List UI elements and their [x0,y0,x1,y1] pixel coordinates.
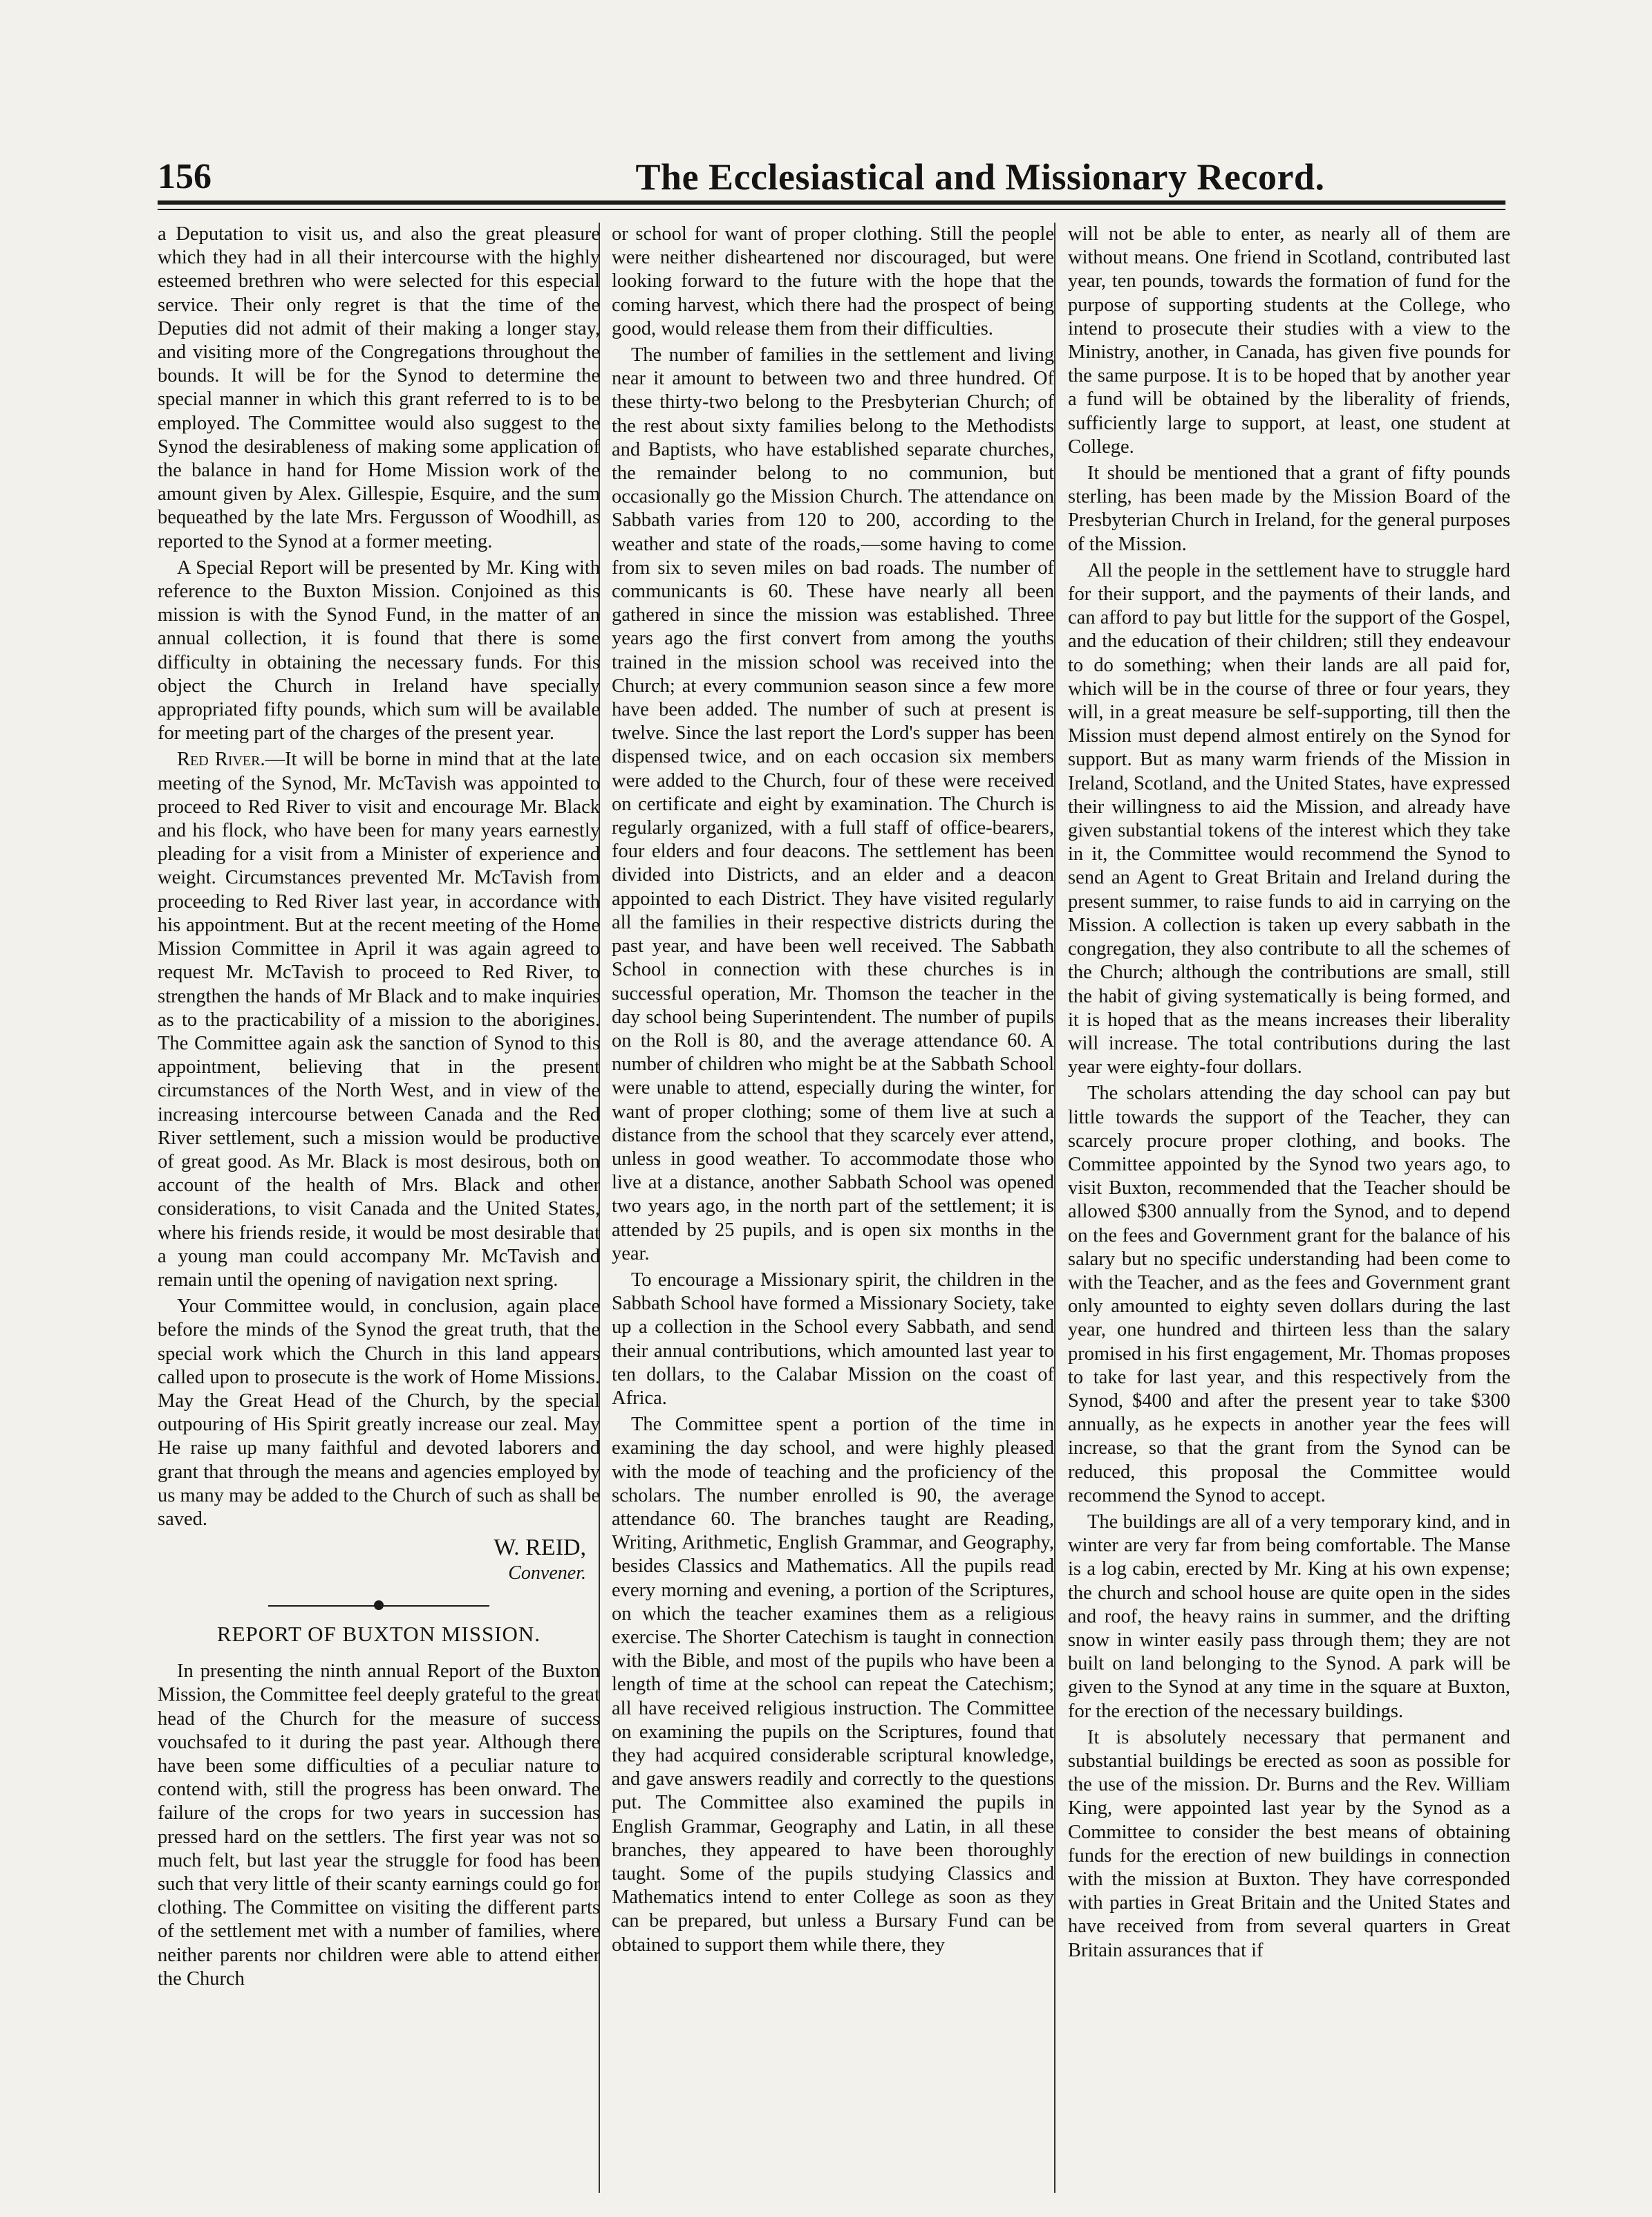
ornament-dot [374,1600,384,1610]
paragraph: or school for want of proper clothing. Still the people were neither disheartened nor discouraged, but were looking forward to the future with the hope that the coming harvest, which there had the prospect of being good, would release them from their difficulties. [612,223,1054,339]
paragraph: The buildings are all of a very temporary kind, and in winter are very far from being comfortable. The Manse is a log cabin, erected by Mr. King at his own expense; the church and school house are quite open in the sides and roof, the heavy rains in summer, and the drifting snow in winter easily pass through them; they are not built on land belonging to the Synod. A park will be given to the Synod at any time in the square at Buxton, for the erection of the necessary buildings. [1068,1510,1510,1722]
paragraph: It is absolutely necessary that permanent and substantial buildings be erected as soon as possible for the use of the mission. Dr. Burns and the Rev. William King, were appointed last year by the Synod as a Committee to consider the best means of obtaining funds for the erection of new buildings in connection with the mission at Buxton. They have corresponded with parties in Great Britain and the United States and have received from from several quarters in Great Britain assurances that if [1068,1726,1510,1961]
paragraph: In presenting the ninth annual Report of the Buxton Mission, the Committee feel deeply grateful to the great head of the Church for the measure of success vouchsafed to it during the past year. Although there have been some difficulties of a peculiar nature to contend with, still the progress has been onward. The failure of the crops for two years in succession has pressed hard on the settlers. The first year was not so much felt, but last year the struggle for food has been such that very little of their scanty earnings could go for clothing. The Committee on visiting the different parts of the settlement met with a number of families, where neither parents nor children were able to attend either the Church [158,1661,600,1990]
paragraph [158,748,600,1292]
page-number: 156 [158,157,212,196]
header-rule-thin [158,209,1505,210]
signature: W. REID, [494,1535,586,1561]
signature-title: Convener. [508,1562,586,1584]
header-rule-thick [158,200,1505,205]
ornamental-rule [158,1593,600,1618]
section-lead: Red River. [177,749,265,771]
page-header [158,156,1505,198]
section-heading: REPORT OF BUXTON MISSION. [216,1622,541,1647]
paragraph: It should be mentioned that a grant of fifty pounds sterling, has been made by the Mission Board of the Presbyterian Church in Ireland, for the general purposes of the Mission. [1068,462,1510,555]
text-column-2 [612,223,1054,2200]
paragraph: The number of families in the settlement and living near it amount to between two and three hundred. Of these thirty-two belong to the Presbyterian Church; of the rest about sixty families belong to the Methodists and Baptists, who have established separate churches, the remainder belong to no communion, but occasionally go the Mission Church. The attendance on Sabbath varies from 120 to 200, according to the weather and state of the roads,—some having to come from six to seven miles on bad roads. The number of communicants is 60. These have nearly all been gathered in since the mission was established. Three years ago the first convert from among the youths trained in the mission school was received into the Church; at every communion season since a few more have been added. The number of such at present is twelve. Since the last report the Lord's supper has been dispensed twice, and on each occasion six members were added to the Church, four of these were received on certificate and eight by examination. The Church is regularly organized, with a full staff of office-bearers, four elders and four deacons. The settlement has been divided into Districts, and an elder and a deacon appointed to each District. They have visited regularly all the families in their respective districts during the past year, and have been well received. The Sabbath School in connection with these churches is in successful operation, Mr. Thomson the teacher in the day school being Superintendent. The number of pupils on the Roll is 80, and the average attendance 60. A number of children who might be at the Sabbath School were unable to attend, especially during the winter, for want of proper clothing; some of them live at such a distance from the school that they scarcely ever attend, unless in good weather. To accommodate those who live at a distance, another Sabbath School was opened two years ago, in the north part of the settlement; it is attended by 25 pupils, and is open six months in the year. [612,344,1054,1264]
column-divider [1054,223,1055,2193]
running-title: The Ecclesiastical and Missionary Record. [635,156,1325,198]
paragraph: Your Committee would, in conclusion, again place before the minds of the Synod the great truth, that the special work which the Church in this land appears called upon to prosecute is the work of Home Missions. May the Great Head of the Church, by the special outpouring of His Spirit greatly increase our zeal. May He raise up many faithful and devoted laborers and grant that through the means and agencies employed by us many may be added to the Church of such as shall be saved. [158,1295,600,1530]
paragraph-text: —It will be borne in mind that at the late meeting of the Synod, Mr. McTavish was appointed to proceed to Red River to visit and encourage Mr. Black and his flock, who have been for many years earnestly pleading for a visit from a Minister of experience and weight. Circumstances prevented Mr. McTavish from proceeding to Red River last year, in accordance with his appointment. But at the recent meeting of the Home Mission Committee in April it was again agreed to request Mr. McTavish to proceed to Red River, to strengthen the hands of Mr Black and to make inquiries as to the practicability of a mission to the aborigines. The Committee again ask the sanction of Synod to this appointment, believing that in the present circumstances of the North West, and in view of the increasing intercourse between Canada and the Red River settlement, such a mission would be productive of great good. As Mr. Black is most desirous, both on account of the health of Mrs. Black and other considerations, to visit Canada and the United States, where his friends reside, it would be most desirable that a young man could accompany Mr. McTavish and remain until the opening of navigation next spring. [158,749,600,1291]
paragraph: will not be able to enter, as nearly all of them are without means. One friend in Scotland, contributed last year, ten pounds, towards the formation of fund for the purpose of supporting students at the College, who intend to prosecute their studies with a view to the Ministry, another, in Canada, has given five pounds for the same purpose. It is to be hoped that by another year a fund will be obtained by the liberality of friends, sufficiently large to support, at least, one student at College. [1068,223,1510,458]
paragraph: a Deputation to visit us, and also the great pleasure which they had in all their intercourse with the highly esteemed brethren who were selected for this especial service. Their only regret is that the time of the Deputies did not admit of their making a longer stay, and visiting more of the Congregations throughout the bounds. It will be for the Synod to determine the special manner in which this grant referred to is to be employed. The Committee would also suggest to the Synod the desirableness of making some application of the balance in hand for Home Mission work of the amount given by Alex. Gillespie, Esquire, and the sum bequeathed by the late Mrs. Fergusson of Woodhill, as reported to the Synod at a former meeting. [158,223,600,552]
text-column-3 [1068,223,1510,2200]
paragraph: The scholars attending the day school can pay but little towards the support of the Teacher, they can scarcely procure proper clothing, and books. The Committee appointed by the Synod two years ago, to visit Buxton, recommended that the Teacher should be allowed $300 annually from the Synod, and to depend on the fees and Government grant for the balance of his salary but no specific understanding had been come to with the Teacher, and as the fees and Government grant only amounted to eighty seven dollars during the last year, one hundred and thirteen less than the salary promised in his first engagement, Mr. Thomas proposes to take for last year, and this respectively from the Synod, $400 and after the present year to take $300 annually, as he expects in another year the fees will increase, so that the grant from the Synod can be reduced, this proposal the Committee would recommend the Synod to accept. [1068,1083,1510,1506]
paragraph: The Committee spent a portion of the time in examining the day school, and were highly pleased with the mode of teaching and the proficiency of the scholars. The number enrolled is 90, the average attendance 60. The branches taught are Reading, Writing, Arithmetic, English Grammar, and Geography, besides Classics and Mathematics. All the pupils read every morning and evening, a portion of the Scriptures, on which the teacher examines them as a religious exercise. The Shorter Catechism is taught in connection with the Bible, and most of the pupils who have been a length of time at the school can repeat the Catechism; all have received religious instruction. The Committee on examining the pupils on the Scriptures, found that they had acquired considerable scriptural knowledge, and gave answers readily and correctly to the questions put. The Committee also examined the pupils in English Grammar, Geography and Latin, in all these branches, they appeared to have been thoroughly taught. Some of the pupils studying Classics and Mathematics intend to enter College as soon as they can be prepared, but unless a Bursary Fund can be obtained to support them while there, they [612,1414,1054,1956]
paragraph: To encourage a Missionary spirit, the children in the Sabbath School have formed a Missionary Society, take up a collection in the School every Sabbath, and send their annual contributions, which amounted last year to ten dollars, to the Calabar Mission on the coast of Africa. [612,1269,1054,1409]
paragraph: All the people in the settlement have to struggle hard for their support, and the payments of their lands, and can afford to pay but little for the support of the Gospel, and the education of their children; still they endeavour to do something; when their lands are all paid for, which will be in the course of three or four years, they will, in a great measure be self-supporting, till then the Mission must depend almost entirely on the Synod for support. But as many warm friends of the Mission in Ireland, Scotland, and the United States, have expressed their willingness to aid the Mission, and already have given substantial tokens of the interest which they take in it, the Committee would recommend the Synod to send an Agent to Great Britain and Ireland during the present summer, to raise funds to aid in carrying on the Mission. A collection is taken up every sabbath in the congregation, they also contribute to all the schemes of the Church; although the contributions are small, still the habit of giving systematically is being formed, and it is hoped that as the means increases their liberality will increase. The total contributions during the last year were eighty-four dollars. [1068,559,1510,1078]
text-column-1 [158,223,600,2200]
paragraph: A Special Report will be presented by Mr. King with reference to the Buxton Mission. Conjoined as this mission is with the Synod Fund, in the matter of an annual collection, it is found that there is some difficulty in obtaining the necessary funds. For this object the Church in Ireland have specially appropriated fifty pounds, which sum will be available for meeting part of the charges of the present year. [158,556,600,745]
